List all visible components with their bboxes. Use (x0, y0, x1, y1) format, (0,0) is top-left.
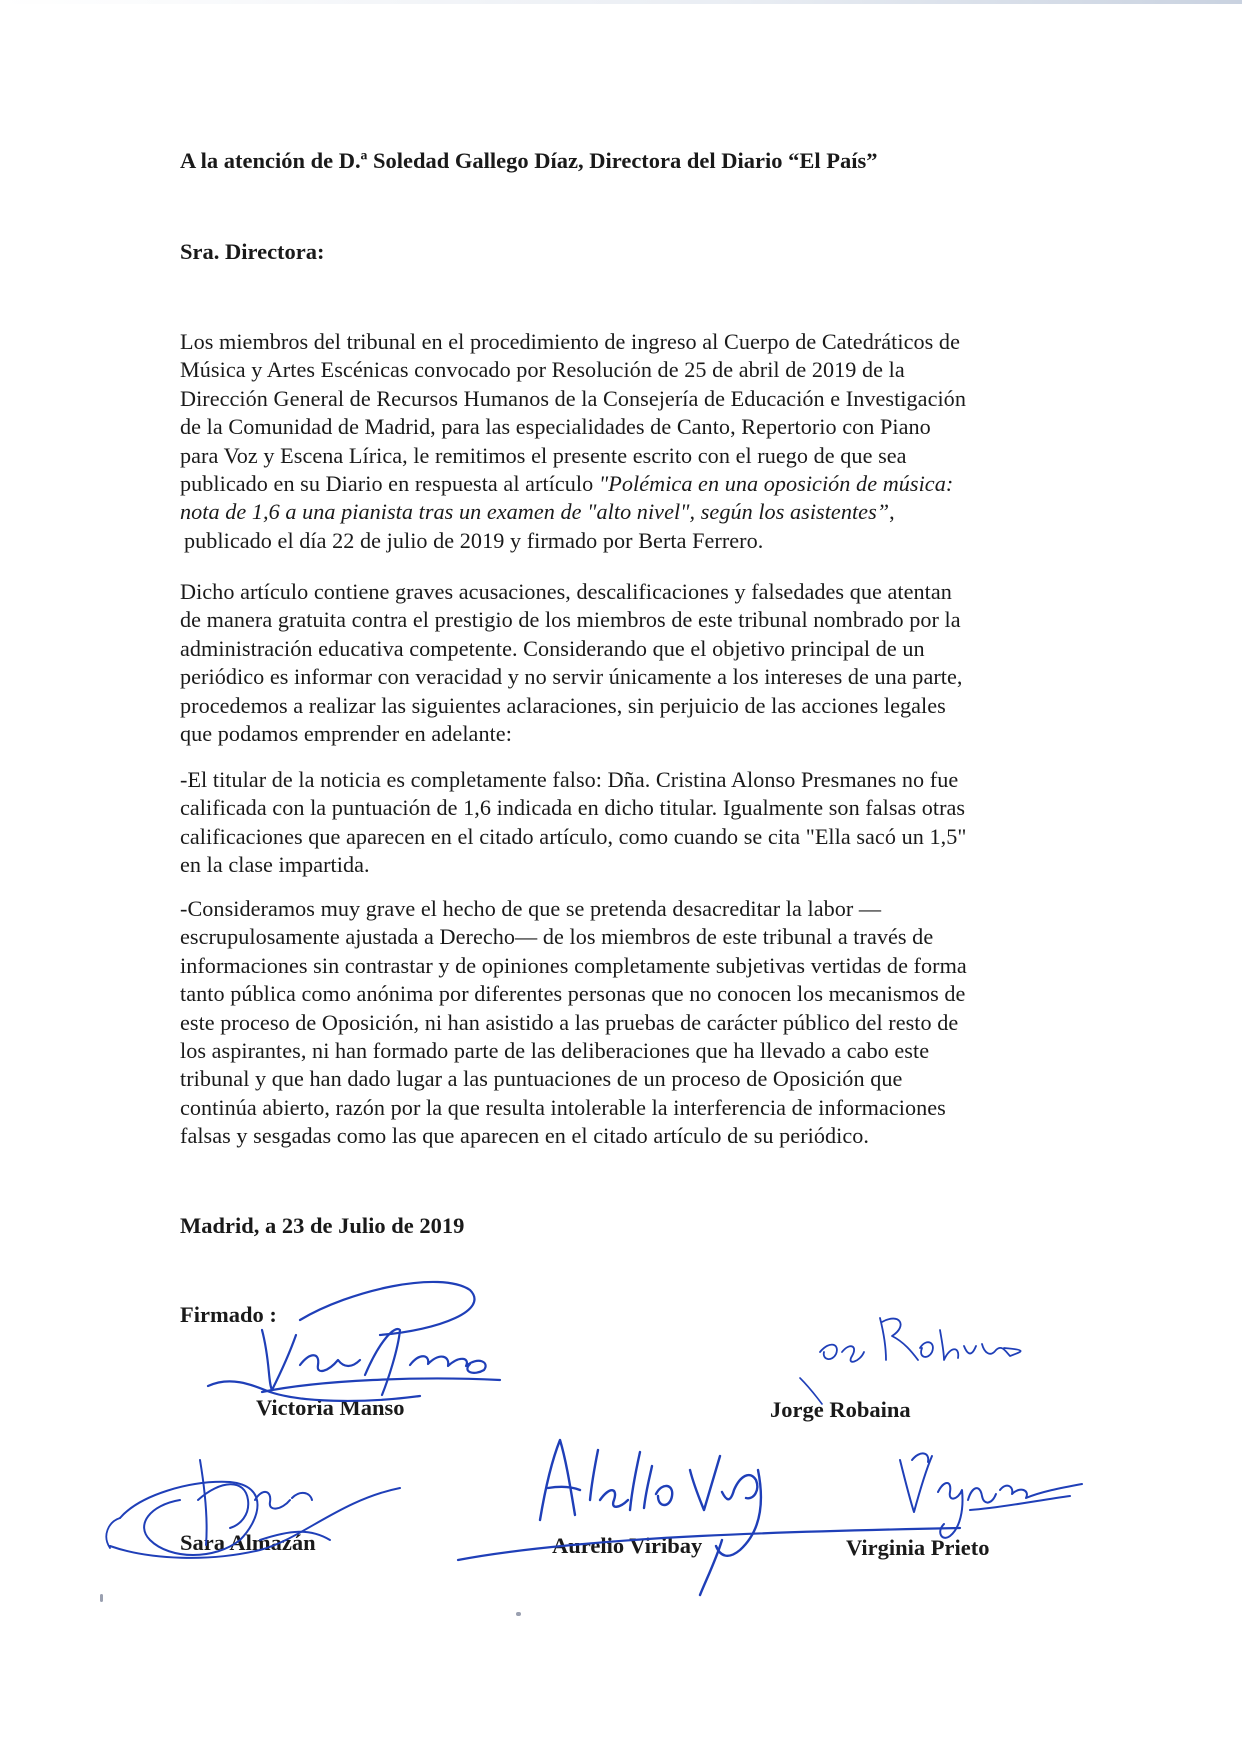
signature-aurelio-viribay (458, 1440, 960, 1595)
signed-label: Firmado : (180, 1302, 277, 1327)
salutation: Sra. Directora: (180, 239, 325, 264)
paragraph-line: tribunal y que han dado lugar a las puntuaciones de un proceso de Oposición que (180, 1066, 903, 1092)
signature-virginia-prieto (900, 1453, 1082, 1537)
paragraph-line (180, 498, 1070, 526)
paragraph-4 (180, 895, 1070, 1151)
paragraph-line: administración educativa competente. Considerando que el objetivo principal de un (180, 635, 925, 661)
paragraph-line: Música y Artes Escénicas convocado por Resolución de 25 de abril de 2019 de la (180, 357, 905, 383)
paragraph-line: falsas y sesgadas como las que aparecen en el citado artículo de su periódico. (180, 1123, 869, 1149)
paragraph-line: que podamos emprender en adelante: (180, 721, 512, 747)
signer-name-jorge-robaina: Jorge Robaina (770, 1397, 911, 1422)
paragraph-line: Los miembros del tribunal en el procedimiento de ingreso al Cuerpo de Catedráticos de (180, 329, 960, 354)
paragraph-line: continúa abierto, razón por la que resulta intolerable la interferencia de informaciones (180, 1094, 946, 1120)
scan-speck (516, 1612, 521, 1616)
signer-name-aurelio-viribay: Aurelio Viribay (552, 1533, 703, 1558)
signature-jorge-robaina (800, 1318, 1021, 1404)
signer-name-victoria-manso: Victoria Manso (256, 1395, 405, 1420)
paragraph-line: este proceso de Oposición, ni han asistido a las pruebas de carácter público del resto de (180, 1009, 959, 1035)
paragraph-line: calificaciones que aparecen en el citado artículo, como cuando se cita "Ella sacó un 1,5" (180, 823, 967, 849)
paragraph-line-tail: , (889, 499, 895, 525)
paragraph-line: periódico es informar con veracidad y no servir únicamente a los intereses de una parte, (180, 664, 963, 690)
paragraph-line-text: publicado en su Diario en respuesta al artículo (180, 471, 599, 497)
article-title-start: "Polémica en una oposición de música: (598, 471, 954, 497)
paragraph-line: publicado el día 22 de julio de 2019 y firmado por Berta Ferrero. (184, 527, 764, 553)
paragraph-line (180, 470, 1070, 498)
paragraph-line: tanto pública como anónima por diferentes personas que no conocen los mecanismos de (180, 981, 966, 1007)
place-and-date: Madrid, a 23 de Julio de 2019 (180, 1213, 465, 1238)
paragraph-line: Dirección General de Recursos Humanos de la Consejería de Educación e Investigación (180, 385, 966, 411)
paragraph-line: calificada con la puntuación de 1,6 indicada en dicho titular. Igualmente son falsas otras (180, 795, 966, 821)
paragraph-line: escrupulosamente ajustada a Derecho— de los miembros de este tribunal a través de (180, 924, 934, 950)
paragraph-line: los aspirantes, ni han formado parte de las deliberaciones que ha llevado a cabo este (180, 1038, 930, 1064)
paragraph-line: procedemos a realizar las siguientes aclaraciones, sin perjuicio de las acciones legales (180, 692, 946, 718)
paragraph-2 (180, 578, 1070, 748)
signature-victoria-manso (208, 1282, 500, 1401)
signer-name-virginia-prieto: Virginia Prieto (846, 1535, 990, 1560)
scan-edge (0, 0, 1242, 4)
letter-heading: A la atención de D.ª Soledad Gallego Díaz, Directora del Diario “El País” (180, 148, 878, 173)
paragraph-line: informaciones sin contrastar y de opiniones completamente subjetivas vertidas de forma (180, 952, 967, 978)
paragraph-3 (180, 766, 1070, 880)
paragraph-line: Dicho artículo contiene graves acusaciones, descalificaciones y falsedades que atentan (180, 579, 952, 604)
paragraph-line: de manera gratuita contra el prestigio de los miembros de este tribunal nombrado por la (180, 607, 961, 633)
article-title-end: nota de 1,6 a una pianista tras un examen de "alto nivel", según los asistentes” (180, 499, 890, 525)
paragraph-line: -El titular de la noticia es completamente falso: Dña. Cristina Alonso Presmanes no fue (180, 767, 959, 792)
paragraph-line: para Voz y Escena Lírica, le remitimos el presente escrito con el ruego de que sea (180, 442, 907, 468)
paragraph-line: de la Comunidad de Madrid, para las especialidades de Canto, Repertorio con Piano (180, 414, 931, 440)
paragraph-1 (180, 328, 1070, 555)
signer-name-sara-almazan: Sara Almazán (180, 1530, 316, 1555)
paragraph-line: en la clase impartida. (180, 852, 370, 878)
paragraph-line: -Consideramos muy grave el hecho de que se pretenda desacreditar la labor — (180, 896, 882, 921)
scan-speck (100, 1594, 103, 1602)
